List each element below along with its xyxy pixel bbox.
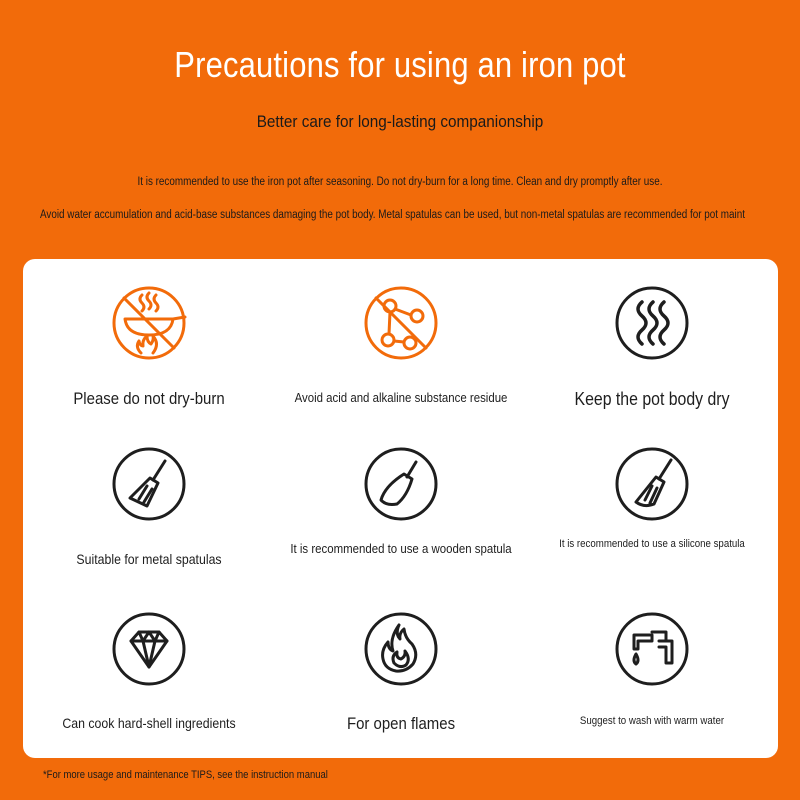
- tip-label: Can cook hard-shell ingredients: [62, 715, 236, 731]
- page-title: Precautions for using an iron pot: [174, 44, 626, 85]
- tip-no-dry-burn: [23, 285, 275, 435]
- tip-label: Keep the pot body dry: [574, 389, 730, 409]
- tip-label: Suggest to wash with warm water: [579, 715, 725, 727]
- faucet-icon: [614, 611, 690, 687]
- no-dry-burn-icon: [111, 285, 187, 361]
- tip-no-acid-alkaline: [275, 285, 527, 435]
- metal-spatula-icon: [111, 446, 187, 522]
- no-acid-alkaline-icon: [363, 285, 439, 361]
- wooden-spatula-icon: [363, 446, 439, 522]
- tip-label: It is recommended to use a wooden spatula: [290, 541, 512, 556]
- tip-metal-spatula: [23, 446, 275, 596]
- tip-label: Avoid acid and alkaline substance residue: [294, 390, 508, 405]
- silicone-spatula-icon: [614, 446, 690, 522]
- flame-icon: [363, 611, 439, 687]
- page-subtitle: Better care for long-lasting companionship: [256, 112, 544, 131]
- tip-label: Please do not dry-burn: [73, 389, 225, 408]
- tip-hard-shell: [23, 611, 275, 761]
- tip-label: Suitable for metal spatulas: [76, 551, 222, 567]
- intro-line-2: Avoid water accumulation and acid-base substances damaging the pot body. Metal spatulas can be used, but non-metal spatulas are recommended for pot maint: [40, 209, 745, 221]
- tip-wooden-spatula: [275, 446, 527, 596]
- tip-silicone-spatula: [526, 446, 778, 596]
- footnote: *For more usage and maintenance TIPS, see the instruction manual: [43, 769, 328, 781]
- tips-card: [23, 259, 778, 758]
- tip-keep-dry: [526, 285, 778, 435]
- intro-line-1: It is recommended to use the iron pot after seasoning. Do not dry-burn for a long time. Clean and dry promptly after use.: [137, 176, 663, 188]
- tip-label: For open flames: [346, 714, 456, 733]
- tip-open-flames: [275, 611, 527, 761]
- tip-label: It is recommended to use a silicone spatula: [559, 538, 745, 550]
- tip-warm-water: [526, 611, 778, 761]
- diamond-icon: [111, 611, 187, 687]
- steam-icon: [614, 285, 690, 361]
